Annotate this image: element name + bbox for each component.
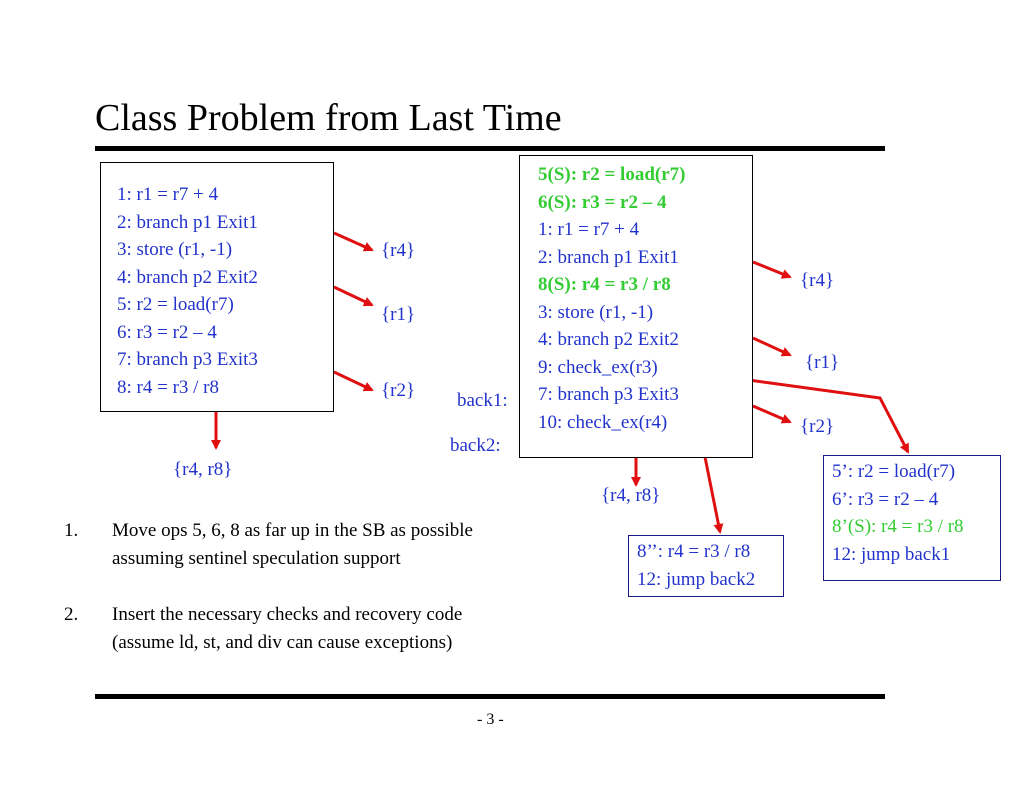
- right-exit-arrow-3: [753, 406, 790, 422]
- original-superblock: [100, 162, 334, 412]
- code-line: 12: jump back2: [637, 568, 756, 590]
- live-out-set: {r1}: [381, 304, 416, 325]
- instruction-item: [64, 601, 524, 685]
- back2-label: back2:: [450, 435, 501, 456]
- live-out-set: {r4}: [800, 270, 835, 291]
- code-line: 1: r1 = r7 + 4: [538, 219, 640, 240]
- fallthrough-set: {r4, r8}: [601, 485, 661, 506]
- code-line: 9: check_ex(r3): [538, 356, 658, 378]
- fallthrough-set: {r4, r8}: [173, 459, 233, 480]
- code-line: 7: branch p3 Exit3: [538, 384, 679, 405]
- code-line: 4: branch p2 Exit2: [117, 266, 258, 288]
- live-out-set: {r1}: [805, 352, 840, 373]
- right-exit-arrow-2: [753, 338, 790, 355]
- instruction-text: Move ops 5, 6, 8 as far up in the SB as possible assuming sentinel speculation support: [112, 520, 473, 569]
- slide-title: Class Problem from Last Time: [95, 97, 562, 139]
- code-line-speculative: 8’(S): r4 = r3 / r8: [832, 516, 964, 537]
- instruction-number: 1.: [64, 520, 79, 541]
- code-line: 7: branch p3 Exit3: [117, 349, 258, 370]
- code-line-speculative: 8(S): r4 = r3 / r8: [538, 274, 671, 295]
- back1-label: back1:: [457, 390, 508, 411]
- left-exit-arrow-3: [334, 372, 372, 390]
- code-line: 2: branch p1 Exit1: [538, 246, 679, 268]
- live-out-set: {r2}: [800, 416, 835, 437]
- right-exit-arrow-1: [753, 262, 790, 277]
- code-line: 6’: r3 = r2 – 4: [832, 488, 939, 510]
- code-line: 2: branch p1 Exit1: [117, 211, 258, 233]
- code-line: 5: r2 = load(r7): [117, 294, 234, 315]
- recovery-block-2: [628, 535, 784, 597]
- code-line: 5’: r2 = load(r7): [832, 461, 956, 482]
- code-line: 3: store (r1, -1): [117, 239, 233, 260]
- code-line: 8’’: r4 = r3 / r8: [637, 541, 751, 562]
- live-out-set: {r4}: [381, 240, 416, 261]
- recovery-block-1: [823, 455, 1001, 581]
- instruction-text: Insert the necessary checks and recovery code (assume ld, st, and div can cause exceptions): [112, 604, 463, 653]
- code-line: 3: store (r1, -1): [538, 301, 654, 323]
- code-line: 12: jump back1: [832, 543, 951, 565]
- code-line: 10: check_ex(r4): [538, 411, 668, 433]
- left-exit-arrow-1: [334, 233, 372, 250]
- code-line: 1: r1 = r7 + 4: [117, 184, 219, 205]
- code-line-speculative: 5(S): r2 = load(r7): [538, 164, 686, 185]
- page-number: - 3 -: [477, 711, 504, 728]
- live-out-set: {r2}: [381, 380, 416, 401]
- instruction-number: 2.: [64, 604, 79, 625]
- instructions-list: [64, 517, 524, 687]
- left-exit-arrow-2: [334, 287, 372, 305]
- code-line: 8: r4 = r3 / r8: [117, 376, 220, 398]
- code-line: 6: r3 = r2 – 4: [117, 321, 217, 343]
- code-line-speculative: 6(S): r3 = r2 – 4: [538, 191, 667, 213]
- instruction-item: [64, 517, 524, 601]
- code-line: 4: branch p2 Exit2: [538, 329, 679, 350]
- scheduled-superblock: [519, 155, 753, 458]
